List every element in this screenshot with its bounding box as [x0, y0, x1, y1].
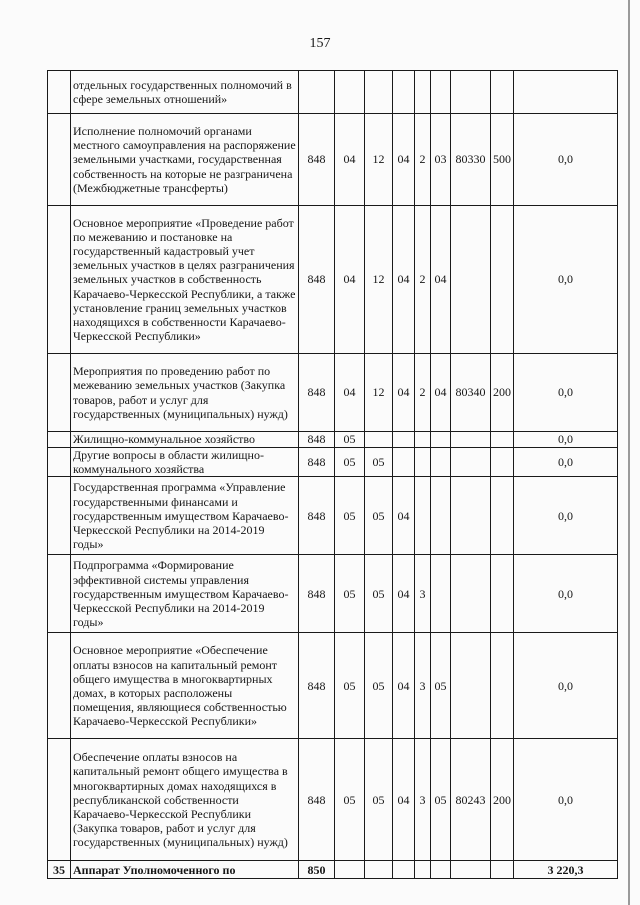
- gr-code-cell: 848: [299, 739, 335, 861]
- event-code-cell: [431, 861, 451, 879]
- direction-code-cell: 80330: [451, 114, 491, 206]
- item-name-cell: Исполнение полномочий органами местного самоуправления на распоряжение земельными участками, государственная собственность на которые не разграничена (Межбюджетные трансферты): [71, 114, 299, 206]
- pr-code-cell: [365, 432, 393, 448]
- row-number-cell: [48, 71, 71, 114]
- row-number-cell: [48, 354, 71, 432]
- subprogram-code-cell: [415, 477, 431, 555]
- table-row: [48, 739, 618, 861]
- table-row: [48, 555, 618, 633]
- gr-code-cell: [299, 71, 335, 114]
- item-name-cell: Обеспечение оплаты взносов на капитальный ремонт общего имущества в многоквартирных домах находящихся в республиканской собственности Карачаево-Черкесской Республики (Закупка товаров, работ и услуг для государственных (муниципальных) нужд): [71, 739, 299, 861]
- gr-code-cell: 848: [299, 633, 335, 739]
- amount-cell: [514, 71, 618, 114]
- program-code-cell: [393, 861, 415, 879]
- subprogram-code-cell: [415, 432, 431, 448]
- program-code-cell: 04: [393, 739, 415, 861]
- direction-code-cell: [451, 861, 491, 879]
- vr-code-cell: [491, 71, 514, 114]
- rz-code-cell: [335, 71, 365, 114]
- program-code-cell: 04: [393, 633, 415, 739]
- pr-code-cell: 12: [365, 206, 393, 354]
- item-name-cell: Аппарат Уполномоченного по: [71, 861, 299, 879]
- program-code-cell: 04: [393, 354, 415, 432]
- pr-code-cell: [365, 861, 393, 879]
- rz-code-cell: 04: [335, 206, 365, 354]
- direction-code-cell: [451, 432, 491, 448]
- event-code-cell: 04: [431, 206, 451, 354]
- subprogram-code-cell: [415, 71, 431, 114]
- program-code-cell: 04: [393, 555, 415, 633]
- direction-code-cell: [451, 206, 491, 354]
- amount-cell: 0,0: [514, 448, 618, 477]
- rz-code-cell: 05: [335, 633, 365, 739]
- pr-code-cell: 05: [365, 739, 393, 861]
- program-code-cell: [393, 448, 415, 477]
- row-number-cell: [48, 739, 71, 861]
- program-code-cell: 04: [393, 114, 415, 206]
- amount-cell: 3 220,3: [514, 861, 618, 879]
- row-number-cell: [48, 432, 71, 448]
- subprogram-code-cell: 2: [415, 206, 431, 354]
- gr-code-cell: 848: [299, 114, 335, 206]
- pr-code-cell: 05: [365, 448, 393, 477]
- vr-code-cell: [491, 633, 514, 739]
- program-code-cell: [393, 71, 415, 114]
- item-name-cell: Другие вопросы в области жилищно-коммунального хозяйства: [71, 448, 299, 477]
- pr-code-cell: [365, 71, 393, 114]
- rz-code-cell: 05: [335, 477, 365, 555]
- vr-code-cell: [491, 432, 514, 448]
- vr-code-cell: 200: [491, 739, 514, 861]
- item-name-cell: отдельных государственных полномочий в сфере земельных отношений»: [71, 71, 299, 114]
- budget-table-body: [48, 71, 618, 879]
- item-name-cell: Государственная программа «Управление государственными финансами и государственным имуществом Карачаево-Черкесской Республики на 2014-2019 годы»: [71, 477, 299, 555]
- gr-code-cell: 848: [299, 432, 335, 448]
- direction-code-cell: [451, 71, 491, 114]
- subprogram-code-cell: 2: [415, 114, 431, 206]
- pr-code-cell: 05: [365, 555, 393, 633]
- subprogram-code-cell: 3: [415, 739, 431, 861]
- rz-code-cell: 05: [335, 448, 365, 477]
- vr-code-cell: 200: [491, 354, 514, 432]
- vr-code-cell: 500: [491, 114, 514, 206]
- event-code-cell: 05: [431, 633, 451, 739]
- event-code-cell: [431, 432, 451, 448]
- row-number-cell: 35: [48, 861, 71, 879]
- vr-code-cell: [491, 555, 514, 633]
- amount-cell: 0,0: [514, 633, 618, 739]
- item-name-cell: Основное мероприятие «Проведение работ по межеванию и постановке на государственный кадастровый учет земельных участков в целях разграничения земельных участков в собственность Карачаево-Черкесской Республики, а также установление границ земельных участков находящихся в собственности Карачаево-Черкесской Республики»: [71, 206, 299, 354]
- amount-cell: 0,0: [514, 555, 618, 633]
- item-name-cell: Подпрограмма «Формирование эффективной системы управления государственным имуществом Карачаево-Черкесской Республики на 2014-2019 годы»: [71, 555, 299, 633]
- direction-code-cell: [451, 633, 491, 739]
- vr-code-cell: [491, 477, 514, 555]
- table-row: [48, 354, 618, 432]
- item-name-cell: Основное мероприятие «Обеспечение оплаты взносов на капитальный ремонт общего имущества в многоквартирных домах, в которых расположены помещения, являющиеся собственностью Карачаево-Черкесской Республики»: [71, 633, 299, 739]
- rz-code-cell: 05: [335, 739, 365, 861]
- gr-code-cell: 848: [299, 206, 335, 354]
- page-edge-line: [628, 0, 630, 905]
- pr-code-cell: 12: [365, 354, 393, 432]
- subprogram-code-cell: [415, 861, 431, 879]
- vr-code-cell: [491, 861, 514, 879]
- rz-code-cell: 05: [335, 555, 365, 633]
- table-row: [48, 432, 618, 448]
- rz-code-cell: [335, 861, 365, 879]
- gr-code-cell: 848: [299, 448, 335, 477]
- row-number-cell: [48, 114, 71, 206]
- table-row: [48, 448, 618, 477]
- item-name-cell: Мероприятия по проведению работ по межеванию земельных участков (Закупка товаров, работ и услуг для государственных (муниципальных) нужд): [71, 354, 299, 432]
- direction-code-cell: [451, 448, 491, 477]
- rz-code-cell: 04: [335, 114, 365, 206]
- event-code-cell: [431, 477, 451, 555]
- program-code-cell: [393, 432, 415, 448]
- rz-code-cell: 04: [335, 354, 365, 432]
- table-row: [48, 114, 618, 206]
- table-row: [48, 206, 618, 354]
- direction-code-cell: [451, 555, 491, 633]
- item-name-cell: Жилищно-коммунальное хозяйство: [71, 432, 299, 448]
- program-code-cell: 04: [393, 206, 415, 354]
- event-code-cell: 05: [431, 739, 451, 861]
- program-code-cell: 04: [393, 477, 415, 555]
- row-number-cell: [48, 555, 71, 633]
- row-number-cell: [48, 206, 71, 354]
- amount-cell: 0,0: [514, 432, 618, 448]
- table-row: [48, 633, 618, 739]
- direction-code-cell: 80340: [451, 354, 491, 432]
- gr-code-cell: 850: [299, 861, 335, 879]
- row-number-cell: [48, 448, 71, 477]
- amount-cell: 0,0: [514, 477, 618, 555]
- subprogram-code-cell: [415, 448, 431, 477]
- event-code-cell: 03: [431, 114, 451, 206]
- gr-code-cell: 848: [299, 555, 335, 633]
- subprogram-code-cell: 3: [415, 555, 431, 633]
- budget-table: [47, 70, 618, 879]
- event-code-cell: [431, 71, 451, 114]
- amount-cell: 0,0: [514, 354, 618, 432]
- event-code-cell: [431, 555, 451, 633]
- table-row: [48, 477, 618, 555]
- gr-code-cell: 848: [299, 354, 335, 432]
- gr-code-cell: 848: [299, 477, 335, 555]
- direction-code-cell: [451, 477, 491, 555]
- direction-code-cell: 80243: [451, 739, 491, 861]
- pr-code-cell: 12: [365, 114, 393, 206]
- vr-code-cell: [491, 448, 514, 477]
- rz-code-cell: 05: [335, 432, 365, 448]
- pr-code-cell: 05: [365, 477, 393, 555]
- event-code-cell: 04: [431, 354, 451, 432]
- amount-cell: 0,0: [514, 206, 618, 354]
- pr-code-cell: 05: [365, 633, 393, 739]
- table-row: [48, 861, 618, 879]
- row-number-cell: [48, 477, 71, 555]
- subprogram-code-cell: 3: [415, 633, 431, 739]
- amount-cell: 0,0: [514, 114, 618, 206]
- table-row: [48, 71, 618, 114]
- row-number-cell: [48, 633, 71, 739]
- subprogram-code-cell: 2: [415, 354, 431, 432]
- vr-code-cell: [491, 206, 514, 354]
- page-number: 157: [309, 36, 331, 51]
- amount-cell: 0,0: [514, 739, 618, 861]
- event-code-cell: [431, 448, 451, 477]
